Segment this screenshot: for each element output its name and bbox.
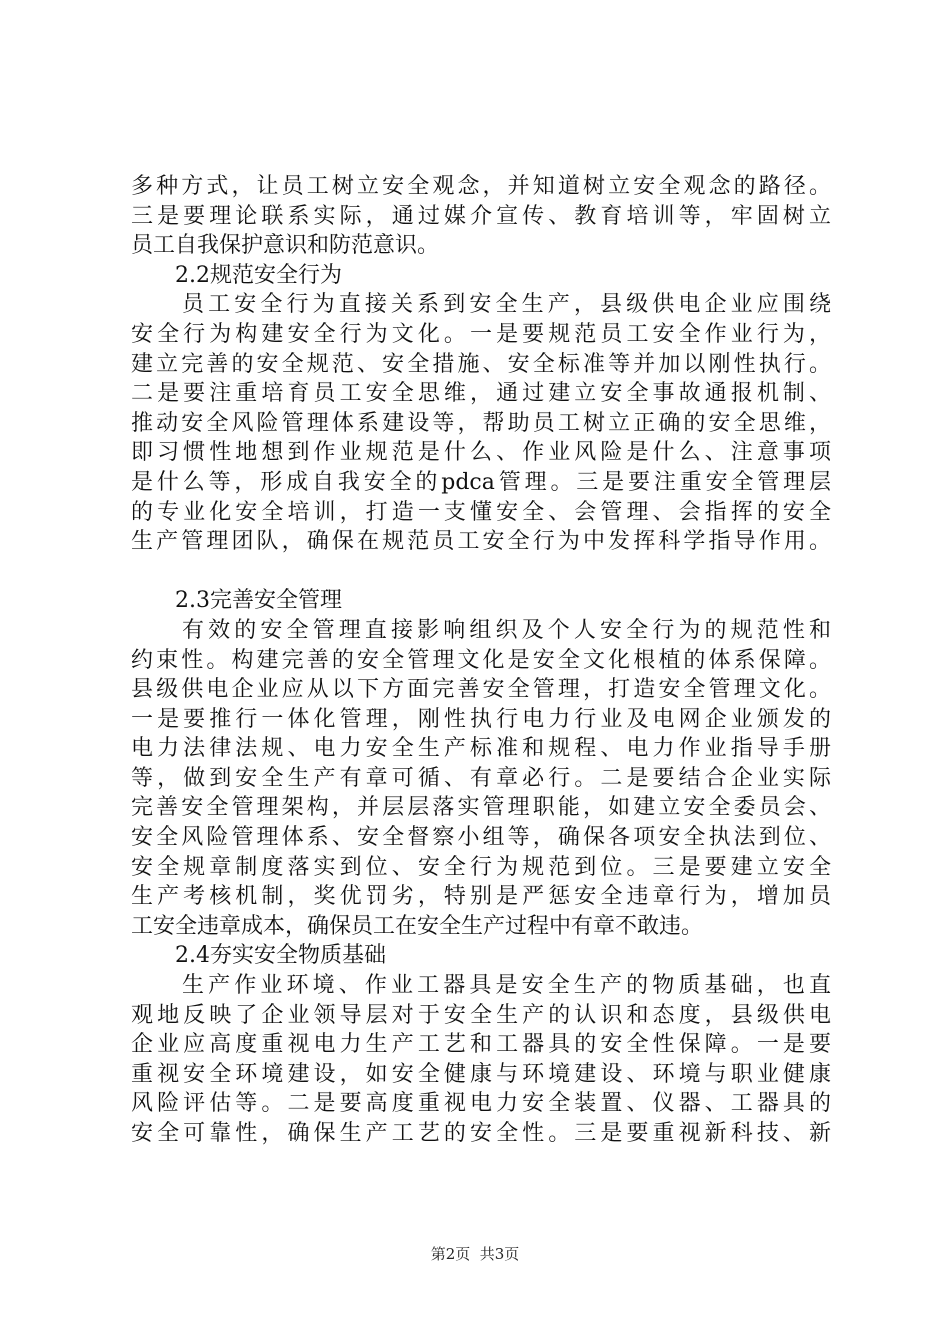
paragraph-line: 的专业化安全培训，打造一支懂安全、会管理、会指挥的安全 — [131, 499, 831, 525]
paragraph-line: 完善安全管理架构，并层层落实管理职能，如建立安全委员会、 — [131, 795, 831, 821]
paragraph-line: 风险评估等。二是要高度重视电力安全装置、仪器、工器具的 — [131, 1091, 831, 1117]
paragraph-line: 二是要注重培育员工安全思维，通过建立安全事故通报机制、 — [131, 381, 831, 407]
paragraph-line: 生产考核机制，奖优罚劣，特别是严惩安全违章行为，增加员 — [131, 884, 831, 910]
paragraph-line: 安全风险管理体系、安全督察小组等，确保各项安全执法到位、 — [131, 825, 831, 851]
paragraph-line: 安全规章制度落实到位、安全行为规范到位。三是要建立安全 — [131, 854, 831, 880]
section-heading: 2.4夯实安全物质基础 — [175, 943, 386, 969]
paragraph-line: 员工自我保护意识和防范意识。 — [131, 233, 440, 259]
paragraph-line: 县级供电企业应从以下方面完善安全管理，打造安全管理文化。 — [131, 677, 831, 703]
section-heading: 2.3完善安全管理 — [175, 588, 342, 614]
paragraph-line: 安全行为构建安全行为文化。一是要规范员工安全作业行为， — [131, 321, 831, 347]
paragraph-line: 多种方式，让员工树立安全观念，并知道树立安全观念的路径。 — [131, 174, 831, 199]
paragraph-line: 电力法律法规、电力安全生产标准和规程、电力作业指导手册 — [131, 736, 831, 762]
paragraph-line: 等，做到安全生产有章可循、有章必行。二是要结合企业实际 — [131, 765, 831, 791]
paragraph-line: 生产管理团队，确保在规范员工安全行为中发挥科学指导作用。 — [131, 529, 831, 555]
paragraph-line: 生产作业环境、作业工器具是安全生产的物质基础，也直 — [182, 973, 831, 999]
paragraph-line: 安全可靠性，确保生产工艺的安全性。三是要重视新科技、新 — [131, 1121, 831, 1146]
paragraph-line: 即习惯性地想到作业规范是什么、作业风险是什么、注意事项 — [131, 440, 831, 466]
paragraph-line: 工安全违章成本，确保员工在安全生产过程中有章不敢违。 — [131, 913, 704, 939]
section-heading: 2.2规范安全行为 — [175, 262, 342, 288]
paragraph-line: 企业应高度重视电力生产工艺和工器具的安全性保障。一是要 — [131, 1032, 831, 1058]
paragraph-line: 重视安全环境建设，如安全健康与环境建设、环境与职业健康 — [131, 1061, 831, 1087]
paragraph-line: 观地反映了企业领导层对于安全生产的认识和态度，县级供电 — [131, 1002, 831, 1028]
paragraph-line: 一是要推行一体化管理，刚性执行电力行业及电网企业颁发的 — [131, 706, 831, 732]
paragraph-line: 建立完善的安全规范、安全措施、安全标准等并加以刚性执行。 — [131, 351, 831, 377]
paragraph-line: 是什么等，形成自我安全的pdca管理。三是要注重安全管理层 — [131, 469, 831, 495]
paragraph-line: 约束性。构建完善的安全管理文化是安全文化根植的体系保障。 — [131, 647, 831, 673]
paragraph-line: 三是要理论联系实际，通过媒介宣传、教育培训等，牢固树立 — [131, 203, 831, 229]
paragraph-line: 有效的安全管理直接影响组织及个人安全行为的规范性和 — [182, 617, 831, 643]
blank-line — [131, 557, 831, 587]
page-footer: 第2页 共3页 — [430, 1245, 520, 1263]
document-body — [131, 172, 831, 1149]
paragraph-line: 推动安全风险管理体系建设等，帮助员工树立正确的安全思维， — [131, 410, 831, 436]
paragraph-line: 员工安全行为直接关系到安全生产，县级供电企业应围绕 — [182, 292, 831, 318]
